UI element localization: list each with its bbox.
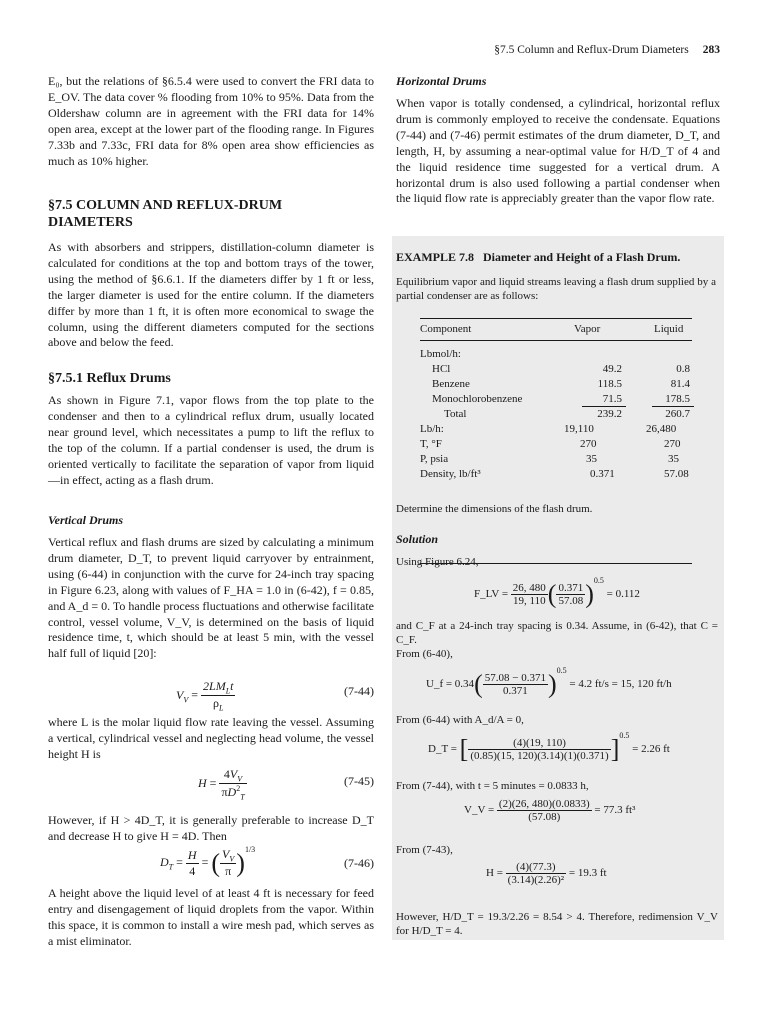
solution-using: Using Figure 6.24, [396, 556, 479, 568]
example-intro: Equilibrium vapor and liquid streams leaving a flash drum supplied by a partial condenser are as follows: [396, 276, 716, 302]
table-row: P, psia 35 35 [420, 453, 679, 465]
horizontal-drums-heading: Horizontal Drums [396, 74, 487, 88]
solution-heading: Solution [396, 532, 439, 546]
table-header-row: Component Vapor Liquid [420, 323, 684, 335]
example-conclusion: However, H/D_T = 19.3/2.26 = 8.54 > 4. Therefore, redimension V_V for H/D_T = 4. [396, 911, 718, 937]
table-row: HCl 49.2 0.8 [432, 363, 690, 375]
table-row: Benzene 118.5 81.4 [432, 378, 690, 390]
table-row: T, °F 270 270 [420, 438, 681, 450]
vertical-drums-heading: Vertical Drums [48, 513, 124, 527]
example-title [396, 250, 680, 265]
intro-paragraph: E₀, but the relations of §6.5.4 were used to convert the FRI data to E_OV. The data cover % flooding from 10% to 95%. Data from the Oldershaw column are in agreement with the FRI data for 14% open area, except at the lower part of the flooding range. In Figures 7.33b and 7.33c, FRI data for 8% open area show efficiencies as much as 10% higher. [48, 74, 374, 168]
table-row: Lb/h: 19,110 26,480 [420, 423, 677, 435]
equation-uf: U_f = 0.34( $\frac{57.08 - 0.371}{0.371}$ )$^{0.5}$ = 4.2 ft/s = 15, 120 ft/h [426, 666, 672, 699]
equation-dt: D_T = [ $\frac{(4)(19, 110)}{(0.85)(15, 120)(3.14)(1)(0.371)}$ ]$^{0.5}$ = 2.26 ft [428, 731, 670, 764]
equation-vv: V_V = $\frac{(2)(26, 480)(0.0833)}{(57.08)}$ = 77.3 ft³ [464, 798, 636, 823]
equation-7-46: $D_T$ = $\frac{H}{4}$ = ( $\frac{V_V}{\pi}$ )$^{1/3}$ (7-46) [160, 845, 374, 879]
from-744: From (7-44), with t = 5 minutes = 0.0833 h, [396, 780, 589, 792]
vertical-drums-paragraph: Vertical reflux and flash drums are sized by calculating a minimum drum diameter, D_T, to prevent liquid carryover by entrainment, using (6-44) in conjunction with the curve for 24-inch tray spacing in Figure 6.23, along with values of F_HA = 1.0 in (6-42), f = 0.85, and A_d = 0. To handle process fluctuations and otherwise facilitate control, vessel volume, V_V, is determined on the basis of liquid residence time, t, which should be at least 5 min, with the vessel half full of liquid [20]: [48, 535, 374, 661]
header-section-title: §7.5 Column and Reflux-Drum Diameters [494, 44, 689, 56]
equation-number: (7-44) [344, 684, 374, 698]
example-heading: Diameter and Height of a Flash Drum. [483, 250, 681, 264]
section-heading: §7.5 COLUMN AND REFLUX-DRUM DIAMETERS [48, 198, 283, 230]
section-paragraph: As with absorbers and strippers, distillation-column diameter is calculated for conditions at the top and bottom trays of the tower, using the method of §6.6.1. If the diameters differ by 1 ft or less, the larger diameter is used for the entire column. If the diameters differ by more than 1 ft, it is often more economical to swage the column, using the different diameters computed for the sections above and below the feed. [48, 240, 374, 350]
stream-table [420, 318, 692, 482]
reflux-drums-paragraph: As shown in Figure 7.1, vapor flows from the top plate to the condenser and then to a cylindrical reflux drum, usually located near ground level, which necessitates a pump to lift the reflux to the top of the column. If a partial condenser is used, the drum is oriented vertically to facilitate the separation of vapor from liquid—in effect, acting as a flash drum. [48, 393, 374, 487]
equation-flv: F_LV = $\frac{26, 480}{19, 110}$ ( $\frac{0.371}{57.08}$ )$^{0.5}$ = 0.112 [474, 576, 640, 609]
equation-number: (7-45) [344, 774, 374, 788]
final-paragraph: A height above the liquid level of at least 4 ft is necessary for feed entry and disengagement of liquid droplets from the vapor. Within this space, it is common to install a wire mesh pad, which serves as a mist eliminator. [48, 886, 374, 948]
example-task: Determine the dimensions of the flash drum. [396, 503, 593, 515]
table-group-label: Lbmol/h: [420, 348, 461, 360]
table-row: Density, lb/ft³ 0.371 57.08 [420, 468, 689, 480]
from-743: From (7-43), [396, 844, 453, 856]
equation-7-45: H = $\frac{4V_V}{\pi D^2_T}$ (7-45) [198, 767, 374, 802]
example-label: EXAMPLE 7.8 [396, 250, 474, 264]
example-box [392, 236, 724, 940]
equation-7-44: $V_V$ = $\frac{2LM_Lt}{\rho_L}$ (7-44) [176, 679, 374, 713]
from-640: From (6-40), [396, 648, 453, 660]
from-644: From (6-44) with A_d/A = 0, [396, 714, 524, 726]
after-eq44-paragraph: where L is the molar liquid flow rate leaving the vessel. Assuming a vertical, cylindrical vessel and neglecting head volume, the vessel height H is [48, 715, 374, 761]
subsection-heading: §7.5.1 Reflux Drums [48, 371, 171, 386]
equation-h: H = $\frac{(4)(77.3)}{\text{(3.14)(2.26)²}}$ = 19.3 ft [486, 861, 607, 886]
page-number: 283 [702, 44, 720, 56]
equation-number: (7-46) [344, 856, 374, 870]
table-row: Total 239.2 260.7 [444, 408, 690, 420]
running-header [494, 44, 720, 56]
after-eq45-paragraph: However, if H > 4D_T, it is generally preferable to increase D_T and decrease H to give H = 4D. Then [48, 813, 374, 843]
horizontal-drums-paragraph: When vapor is totally condensed, a cylindrical, horizontal reflux drum is commonly employed to receive the condensate. Equations (7-44) and (7-46) permit estimates of the drum diameter, D_T, and length, H, by assuming a near-optimal value for H/D_T of 4 and the liquid residence time suggested for a vertical drum. A horizontal drum is also used following a partial condenser when the liquid flow rate is appreciably greater than the vapor flow rate. [396, 96, 720, 206]
table-row: Monochlorobenzene 71.5 178.5 [420, 392, 692, 407]
cf-text: and C_F at a 24-inch tray spacing is 0.34. Assume, in (6-42), that C = C_F. [396, 620, 718, 646]
